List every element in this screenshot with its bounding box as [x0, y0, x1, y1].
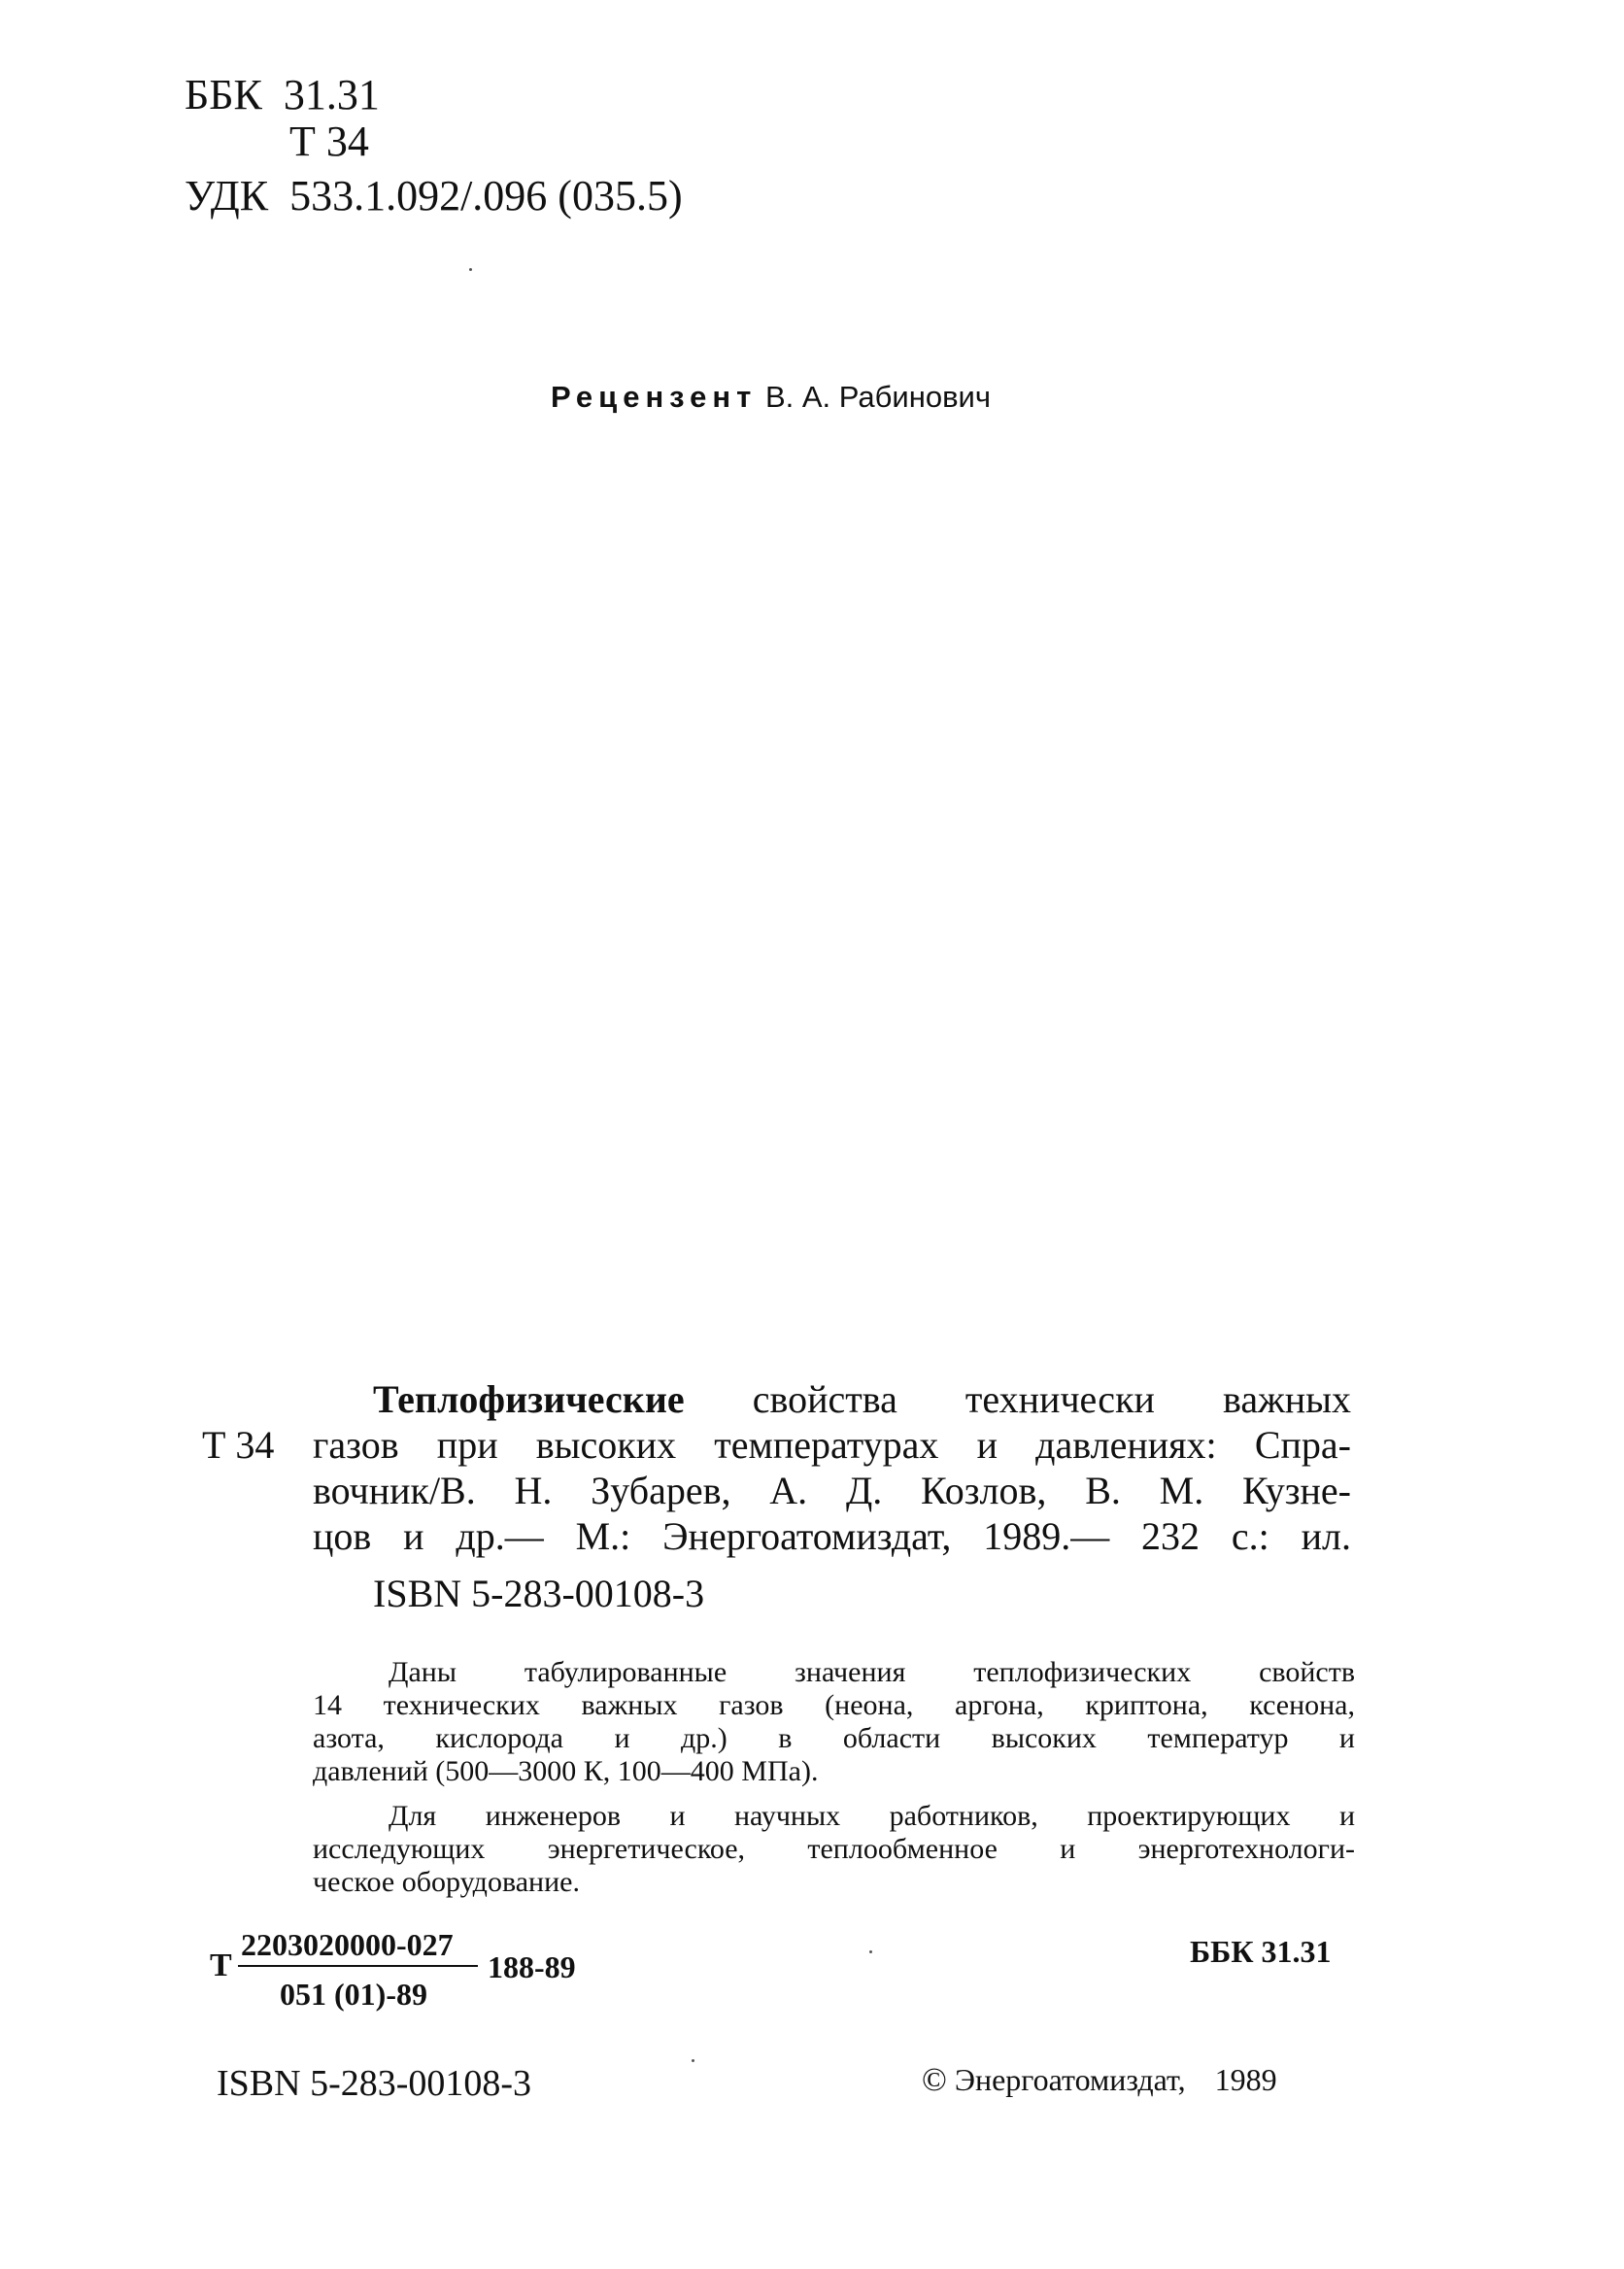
bbk-bottom: ББК 31.31 — [1190, 1934, 1332, 1969]
publisher-code-denominator: 051 (01)-89 — [280, 1977, 427, 2012]
card-title-line — [373, 1377, 1351, 1422]
copyright-icon: © — [922, 2062, 947, 2098]
author-mark: Т 34 — [289, 118, 369, 165]
udk-label: УДК — [185, 172, 269, 220]
reviewer-label: Рецензент — [551, 380, 758, 414]
card-author-mark: Т 34 — [202, 1423, 275, 1467]
publisher-code-numerator: 2203020000-027 — [241, 1927, 454, 1962]
reviewer-name: В. А. Рабинович — [764, 380, 992, 414]
reviewer-line — [551, 381, 991, 414]
copyright-line — [922, 2060, 1277, 2100]
copyright-year: 1989 — [1214, 2062, 1277, 2097]
annotation-line: давлений (500—3000 К, 100—400 МПа). — [313, 1755, 819, 1787]
annotation-line: 14 технических важных газов (неона, аргона, криптона, ксенона, — [313, 1689, 1355, 1721]
card-title-bold: Теплофизические — [373, 1377, 685, 1421]
bbk-label: ББК — [185, 71, 262, 119]
bbk-value: 31.31 — [283, 71, 380, 119]
annotation-line: ческое оборудование. — [313, 1866, 580, 1898]
annotation-line: Для инженеров и научных работников, проектирующих и — [389, 1800, 1355, 1832]
scan-speck — [869, 1950, 872, 1953]
fraction-rule — [238, 1965, 478, 1967]
publisher-code-letter: Т — [210, 1947, 232, 1983]
card-line-3: вочник/В. Н. Зубарев, А. Д. Козлов, В. М. Кузне- — [313, 1469, 1351, 1512]
isbn-footer: ISBN 5-283-00108-3 — [217, 2063, 532, 2104]
publisher-code-side: 188-89 — [488, 1949, 576, 1984]
card-line-4: цов и др.— М.: Энергоатомиздат, 1989.— 232 с.: ил. — [313, 1514, 1351, 1558]
scan-speck — [692, 2059, 694, 2062]
annotation-line: азота, кислорода и др.) в области высоких температур и — [313, 1722, 1355, 1754]
udk-index — [185, 172, 683, 220]
bbk-index — [185, 71, 380, 119]
card-line-2: газов при высоких температурах и давлениях: Спра- — [313, 1423, 1351, 1467]
annotation-line: Даны табулированные значения теплофизических свойств — [389, 1656, 1355, 1688]
udk-value: 533.1.092/.096 (035.5) — [289, 172, 683, 220]
card-title-rest: свойства технически важных — [752, 1377, 1352, 1421]
annotation-line: исследующих энергетическое, теплообменное и энерготехнологи- — [313, 1833, 1355, 1865]
scan-speck — [469, 268, 472, 271]
copyright-publisher: Энергоатомиздат, — [954, 2062, 1186, 2097]
card-isbn: ISBN 5-283-00108-3 — [373, 1572, 705, 1615]
